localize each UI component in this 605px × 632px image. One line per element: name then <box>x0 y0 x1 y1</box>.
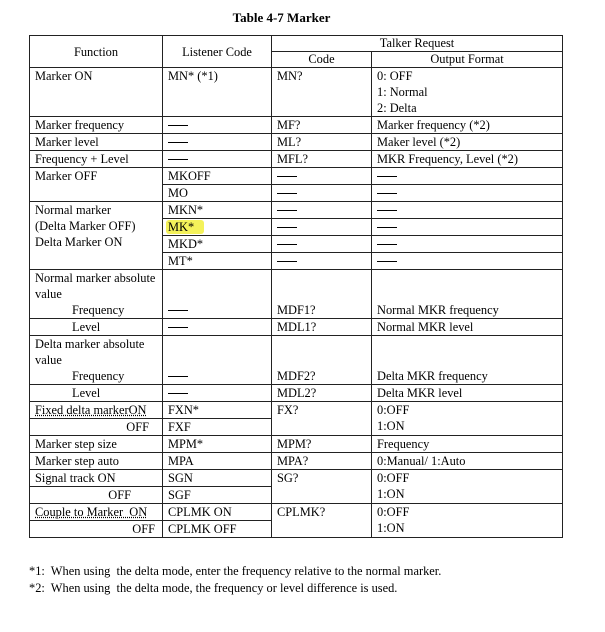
output-format-cell: Delta MKR level <box>372 385 563 402</box>
function-cell <box>30 336 163 385</box>
table-row <box>30 68 563 117</box>
output-format-cell <box>372 202 563 219</box>
function-cell: Frequency + Level <box>30 151 163 168</box>
function-sub: Level <box>72 320 101 334</box>
header-output-format: Output Format <box>372 52 563 68</box>
function-sub: Level <box>72 386 101 400</box>
function-sub: Frequency <box>72 303 125 317</box>
dash-mark <box>377 193 397 194</box>
listener-code-cell: MN* (*1) <box>163 68 272 117</box>
footnotes <box>29 563 441 597</box>
code-cell: SG? <box>272 470 372 504</box>
function-cell <box>30 319 163 336</box>
listener-code-cell: MPM* <box>163 436 272 453</box>
listener-code-cell <box>163 117 272 134</box>
output-value: Normal MKR frequency <box>377 303 499 317</box>
function-cell <box>30 402 163 419</box>
function-line: value <box>35 287 62 301</box>
table-row <box>30 270 563 319</box>
header-code: Code <box>272 52 372 68</box>
output-format-cell: Marker frequency (*2) <box>372 117 563 134</box>
table-row <box>30 134 563 151</box>
output-line: 0:OFF <box>377 403 410 417</box>
output-format-cell: Maker level (*2) <box>372 134 563 151</box>
dash-mark <box>377 210 397 211</box>
function-label: Couple to Marker ON <box>35 505 148 519</box>
listener-code-cell: MPA <box>163 453 272 470</box>
table-row <box>30 319 563 336</box>
table-row <box>30 402 563 419</box>
code-value: MDF1? <box>277 303 316 317</box>
listener-code-cell: FXN* <box>163 402 272 419</box>
output-line: 0:OFF <box>377 505 410 519</box>
output-line: 2: Delta <box>377 101 417 115</box>
code-cell <box>272 270 372 319</box>
function-off-label: OFF <box>108 488 131 502</box>
table-row <box>30 436 563 453</box>
dash-mark <box>277 210 297 211</box>
header-function: Function <box>30 36 163 68</box>
dash-mark <box>277 244 297 245</box>
function-cell: Marker step size <box>30 436 163 453</box>
listener-code-cell: CPLMK OFF <box>163 521 272 538</box>
header-listener-code: Listener Code <box>163 36 272 68</box>
code-value: MDF2? <box>277 369 316 383</box>
code-cell: MDL2? <box>272 385 372 402</box>
dash-mark <box>377 261 397 262</box>
function-cell: Marker step auto <box>30 453 163 470</box>
highlighted-code: MK* <box>166 220 204 234</box>
dash-mark <box>168 393 188 394</box>
listener-code-cell: MKOFF <box>163 168 272 185</box>
listener-code-cell <box>163 151 272 168</box>
function-cell <box>30 521 163 538</box>
output-line: 1:ON <box>377 487 405 501</box>
footnote-1: *1: When using the delta mode, enter the frequency relative to the normal marker. <box>29 564 442 578</box>
output-format-cell <box>372 470 563 504</box>
dash-mark <box>377 227 397 228</box>
code-cell: ML? <box>272 134 372 151</box>
dash-mark <box>168 142 188 143</box>
code-cell: MPA? <box>272 453 372 470</box>
code-cell <box>272 336 372 385</box>
code-cell <box>272 185 372 202</box>
function-line: (Delta Marker OFF) <box>35 219 136 233</box>
output-line: 1:ON <box>377 419 405 433</box>
output-format-cell: 0:Manual/ 1:Auto <box>372 453 563 470</box>
table-title: Table 4-7 Marker <box>232 10 331 25</box>
function-line: Normal marker absolute <box>35 271 156 285</box>
output-format-cell <box>372 185 563 202</box>
output-line: 1:ON <box>377 521 405 535</box>
output-format-cell <box>372 270 563 319</box>
table-row <box>30 385 563 402</box>
listener-code-cell: SGF <box>163 487 272 504</box>
output-format-cell: Frequency <box>372 436 563 453</box>
function-off-label: OFF <box>126 420 149 434</box>
code-cell <box>272 253 372 270</box>
table-row <box>30 151 563 168</box>
header-row-1 <box>30 36 563 52</box>
listener-code-cell: MKN* <box>163 202 272 219</box>
listener-code-cell <box>163 336 272 385</box>
output-format-cell <box>372 402 563 436</box>
marker-table <box>29 35 563 538</box>
dash-mark <box>168 310 188 311</box>
table-row <box>30 453 563 470</box>
function-cell <box>30 270 163 319</box>
code-cell: MN? <box>272 68 372 117</box>
output-line: 0: OFF <box>377 69 413 83</box>
output-format-cell <box>372 219 563 236</box>
listener-code-cell: MKD* <box>163 236 272 253</box>
header-talker-request: Talker Request <box>272 36 563 52</box>
output-line: 1: Normal <box>377 85 428 99</box>
output-format-cell <box>372 236 563 253</box>
dash-mark <box>277 176 297 177</box>
output-format-cell <box>372 68 563 117</box>
output-format-cell <box>372 253 563 270</box>
code-cell: MFL? <box>272 151 372 168</box>
function-cell: Marker level <box>30 134 163 151</box>
listener-code-cell <box>163 319 272 336</box>
function-cell: Marker ON <box>30 68 163 117</box>
listener-code-cell <box>163 219 272 236</box>
table-row <box>30 117 563 134</box>
dash-mark <box>168 376 188 377</box>
code-cell <box>272 202 372 219</box>
function-line: Normal marker <box>35 203 112 217</box>
code-cell <box>272 168 372 185</box>
code-cell: MDL1? <box>272 319 372 336</box>
output-line: 0:OFF <box>377 471 410 485</box>
output-format-cell <box>372 336 563 385</box>
listener-code-cell <box>163 134 272 151</box>
function-cell <box>30 487 163 504</box>
listener-code-cell: FXF <box>163 419 272 436</box>
function-cell: Marker OFF <box>30 168 163 202</box>
function-off-label: OFF <box>132 522 155 536</box>
dash-mark <box>277 193 297 194</box>
code-cell <box>272 236 372 253</box>
function-line: Delta Marker ON <box>35 235 123 249</box>
function-cell <box>30 504 163 521</box>
function-cell <box>30 419 163 436</box>
dash-mark <box>168 125 188 126</box>
listener-code-cell <box>163 270 272 319</box>
dash-mark <box>168 327 188 328</box>
table-row <box>30 202 563 219</box>
function-cell: Signal track ON <box>30 470 163 487</box>
dash-mark <box>377 244 397 245</box>
function-line: Delta marker absolute <box>35 337 145 351</box>
table-row <box>30 168 563 185</box>
output-format-cell <box>372 168 563 185</box>
output-format-cell: Normal MKR level <box>372 319 563 336</box>
function-cell <box>30 385 163 402</box>
footnote-2: *2: When using the delta mode, the frequency or level difference is used. <box>29 581 398 595</box>
table-row <box>30 336 563 385</box>
output-value: Delta MKR frequency <box>377 369 488 383</box>
listener-code-cell: MO <box>163 185 272 202</box>
listener-code-cell: MT* <box>163 253 272 270</box>
dash-mark <box>277 261 297 262</box>
listener-code-cell <box>163 385 272 402</box>
listener-code-cell: CPLMK ON <box>163 504 272 521</box>
function-sub: Frequency <box>72 369 125 383</box>
code-cell: FX? <box>272 402 372 436</box>
function-cell: Marker frequency <box>30 117 163 134</box>
code-cell <box>272 219 372 236</box>
dash-mark <box>168 159 188 160</box>
table-row <box>30 470 563 487</box>
function-label: Fixed delta markerON <box>35 403 147 417</box>
listener-code-cell: SGN <box>163 470 272 487</box>
function-line: value <box>35 353 62 367</box>
code-cell: CPLMK? <box>272 504 372 538</box>
function-cell <box>30 202 163 270</box>
code-cell: MPM? <box>272 436 372 453</box>
output-format-cell: MKR Frequency, Level (*2) <box>372 151 563 168</box>
dash-mark <box>377 176 397 177</box>
output-format-cell <box>372 504 563 538</box>
dash-mark <box>277 227 297 228</box>
code-cell: MF? <box>272 117 372 134</box>
table-row <box>30 504 563 521</box>
